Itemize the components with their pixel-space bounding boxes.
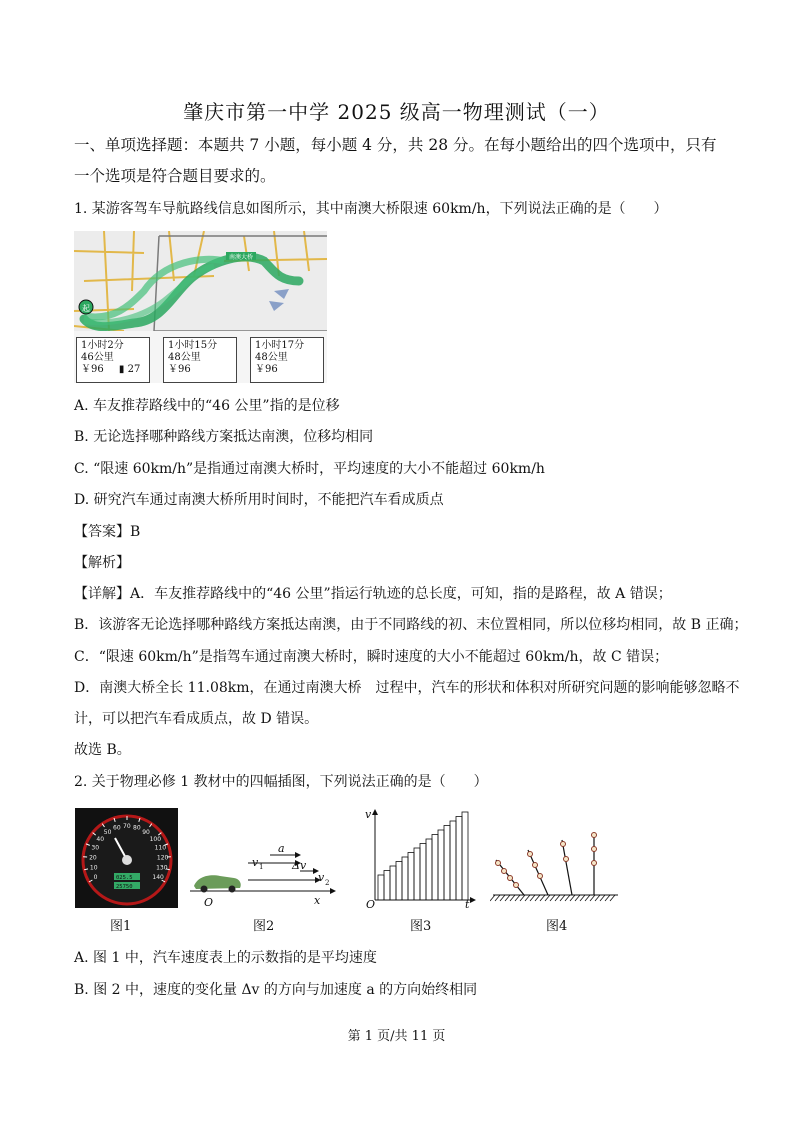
figure-3-caption: 图3 bbox=[410, 919, 432, 934]
ground-hatch bbox=[505, 895, 510, 901]
step-bar bbox=[396, 862, 402, 901]
vt-graph-illustration bbox=[360, 808, 480, 908]
q1-detail-d: D．南澳大桥全长 11.08km，在通过南澳大桥 过程中，汽车的形状和体积对所研究问题的影响能够忽略不 bbox=[74, 680, 740, 696]
label-v1-sub: 1 bbox=[259, 863, 264, 871]
section-heading-cont: 一个选项是符合题目要求的。 bbox=[74, 167, 276, 185]
ground-hatch bbox=[605, 895, 610, 901]
dial-number: 50 bbox=[103, 828, 112, 836]
step-bar bbox=[384, 871, 390, 901]
speedometer-illustration bbox=[75, 808, 178, 908]
ground-hatch bbox=[610, 895, 615, 901]
figure-4-sticks bbox=[490, 825, 620, 908]
label-dv: Δv bbox=[292, 859, 307, 872]
ground-hatch bbox=[555, 895, 560, 901]
q2-stem: 2. 关于物理必修 1 教材中的四幅插图，下列说法正确的是（ ） bbox=[74, 774, 488, 790]
dial-number: 0 bbox=[93, 874, 98, 881]
dial-number: 110 bbox=[154, 844, 167, 852]
ground-hatch bbox=[575, 895, 580, 901]
q1-map-figure bbox=[74, 231, 327, 383]
route-card-2: 1小时15分 48公里 ￥96 bbox=[163, 337, 237, 383]
start-marker: 起 bbox=[82, 304, 90, 313]
dial-number: 60 bbox=[113, 824, 121, 832]
q1-stem: 1. 某游客驾车导航路线信息如图所示，其中南澳大桥限速 60km/h，下列说法正确的是（ ） bbox=[74, 201, 668, 217]
ground-hatch bbox=[565, 895, 570, 901]
step-bar bbox=[402, 857, 408, 900]
figure-3-vt-graph bbox=[360, 808, 480, 908]
figure-4-caption: 图4 bbox=[546, 919, 568, 934]
q1-option-a: A. 车友推荐路线中的“46 公里”指的是位移 bbox=[74, 398, 340, 414]
dial-number: 120 bbox=[156, 854, 169, 862]
ground-hatch bbox=[510, 895, 515, 901]
ground-hatch bbox=[570, 895, 575, 901]
step-bar bbox=[462, 812, 468, 900]
step-bar bbox=[408, 853, 414, 901]
step-bar bbox=[450, 821, 456, 900]
ground-hatch bbox=[585, 895, 590, 901]
step-bar bbox=[420, 844, 426, 901]
traffic-light-icon: ▮ bbox=[118, 364, 125, 375]
ground-hatch bbox=[500, 895, 505, 901]
ground-hatch bbox=[515, 895, 520, 901]
route-card-3: 1小时17分 48公里 ￥96 bbox=[250, 337, 324, 383]
label-x: x bbox=[314, 894, 321, 907]
q2-option-a: A. 图 1 中，汽车速度表上的示数指的是平均速度 bbox=[74, 950, 377, 966]
dial-number: 10 bbox=[89, 864, 98, 872]
step-bar bbox=[414, 848, 420, 900]
step-bar bbox=[432, 835, 438, 901]
q1-conclusion: 故选 B。 bbox=[74, 742, 131, 758]
step-bar bbox=[426, 839, 432, 900]
dial-number: 90 bbox=[142, 828, 150, 836]
q1-detail-b: B．该游客无论选择哪种路线方案抵达南澳，由于不同路线的初、末位置相同，所以位移均相同，故 B 正确； bbox=[74, 617, 748, 633]
dial-number: 140 bbox=[152, 874, 164, 881]
q1-detail-a: 【详解】A．车友推荐路线中的“46 公里”指运行轨迹的总长度，可知，指的是路程，故 A 错误； bbox=[74, 586, 672, 602]
q1-option-d: D. 研究汽车通过南澳大桥所用时间时，不能把汽车看成质点 bbox=[74, 492, 444, 508]
step-bar bbox=[444, 826, 450, 901]
figure-1-speedometer bbox=[75, 808, 178, 908]
vector-illustration bbox=[190, 838, 340, 908]
q1-option-b: B. 无论选择哪种路线方案抵达南澳，位移均相同 bbox=[74, 429, 374, 445]
sticks-illustration bbox=[490, 825, 620, 908]
step-bar bbox=[390, 866, 396, 900]
section-heading: 一、单项选择题：本题共 7 小题，每小题 4 分，共 28 分。在每小题给出的四个选项中，只有 bbox=[74, 136, 717, 154]
odometer: 025.5 bbox=[116, 875, 133, 881]
ground-hatch bbox=[550, 895, 555, 901]
ground-hatch bbox=[590, 895, 595, 901]
label-origin-3: O bbox=[366, 898, 376, 908]
step-bar bbox=[438, 830, 444, 900]
dial-number: 70 bbox=[123, 823, 131, 830]
ground-hatch bbox=[490, 895, 495, 901]
q1-detail-d-cont: 计，可以把汽车看成质点，故 D 错误。 bbox=[74, 711, 319, 727]
q2-option-b: B. 图 2 中，速度的变化量 Δv 的方向与加速度 a 的方向始终相同 bbox=[74, 982, 478, 998]
step-bar bbox=[378, 875, 384, 900]
page-footer: 第 1 页/共 11 页 bbox=[347, 1029, 446, 1044]
ground-hatch bbox=[495, 895, 500, 901]
figure-2-caption: 图2 bbox=[253, 919, 275, 934]
q1-detail-c: C．“限速 60km/h”是指驾车通过南澳大桥时，瞬时速度的大小不能超过 60km/h，故 C 错误； bbox=[74, 649, 669, 665]
ground-hatch bbox=[580, 895, 585, 901]
label-v1: v bbox=[252, 856, 259, 869]
route-card-1: 1小时2分 46公里 ￥96 ▮ 27 bbox=[76, 337, 150, 383]
label-v2-sub: 2 bbox=[325, 879, 330, 887]
label-a: a bbox=[278, 842, 285, 855]
step-bar bbox=[456, 817, 462, 901]
ground-hatch bbox=[535, 895, 540, 901]
dial-number: 80 bbox=[133, 824, 141, 832]
ground-hatch bbox=[530, 895, 535, 901]
dial-number: 100 bbox=[149, 835, 162, 843]
label-t-axis: t bbox=[465, 898, 470, 908]
dial-number: 40 bbox=[96, 835, 105, 843]
ground-hatch bbox=[540, 895, 545, 901]
q1-option-c: C. “限速 60km/h”是指通过南澳大桥时，平均速度的大小不能超过 60km/h bbox=[74, 461, 545, 477]
ground-hatch bbox=[600, 895, 605, 901]
ground-hatch bbox=[560, 895, 565, 901]
dial-number: 130 bbox=[156, 864, 168, 872]
label-v2: v bbox=[318, 871, 325, 884]
ground-hatch bbox=[595, 895, 600, 901]
trip-meter: 25750 bbox=[116, 884, 133, 890]
dial-number: 20 bbox=[89, 854, 97, 862]
q1-answer: 【答案】B bbox=[74, 524, 141, 540]
bridge-label: 南澳大桥 bbox=[229, 254, 254, 261]
label-v-axis: v bbox=[365, 808, 372, 821]
figure-1-caption: 图1 bbox=[110, 919, 132, 934]
ground-hatch bbox=[525, 895, 530, 901]
page-title: 肇庆市第一中学 2025 级高一物理测试（一） bbox=[183, 100, 610, 124]
dial-number: 30 bbox=[91, 844, 100, 852]
q1-analysis-label: 【解析】 bbox=[74, 555, 130, 571]
label-origin-2: O bbox=[204, 896, 214, 908]
ground-hatch bbox=[545, 895, 550, 901]
ground-hatch bbox=[520, 895, 525, 901]
figure-2-vectors bbox=[190, 838, 340, 908]
